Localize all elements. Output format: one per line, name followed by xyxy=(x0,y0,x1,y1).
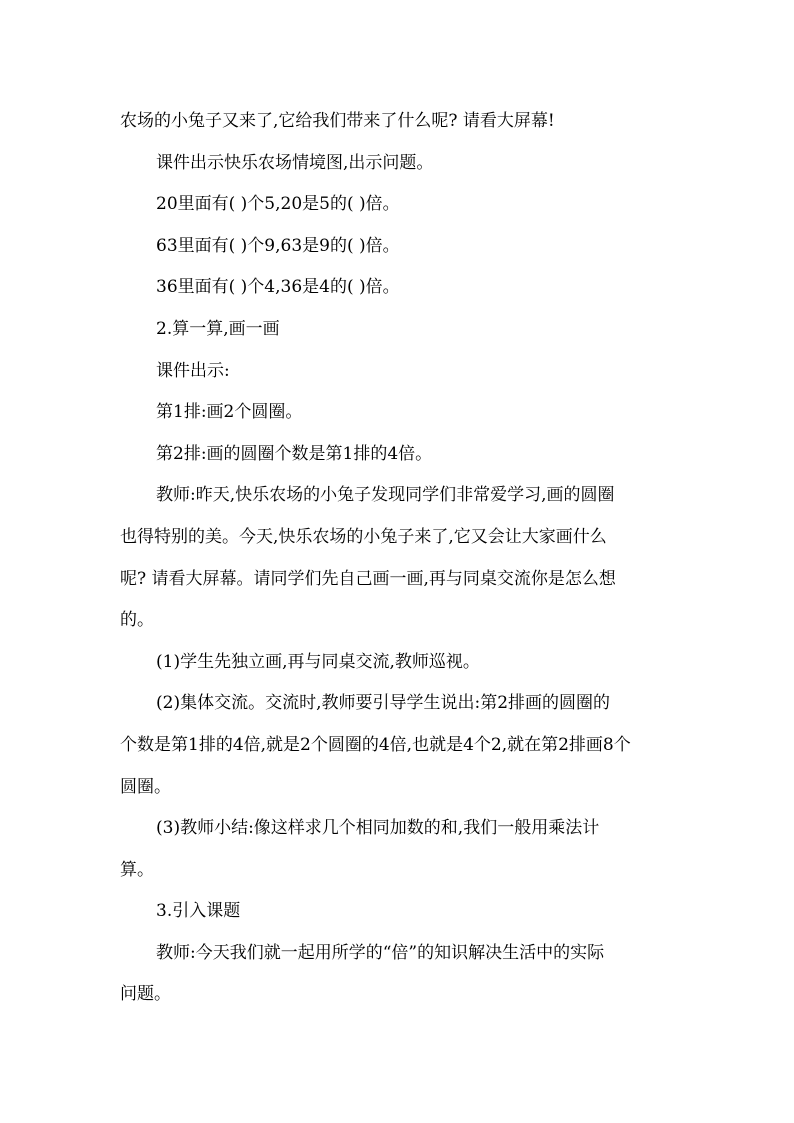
text-line: 算。 xyxy=(120,859,154,880)
text-line: 20里面有( )个5,20是5的( )倍。 xyxy=(156,194,400,215)
text-line: 63里面有( )个9,63是9的( )倍。 xyxy=(156,235,400,256)
document-body xyxy=(120,101,680,1016)
text-line: (3)教师小结:像这样求几个相同加数的和,我们一般用乘法计 xyxy=(156,818,600,839)
text-line: 问题。 xyxy=(120,984,171,1005)
text-line: 圆圈。 xyxy=(120,776,171,797)
text-line: (1)学生先独立画,再与同桌交流,教师巡视。 xyxy=(156,651,480,672)
text-line: 36里面有( )个4,36是4的( )倍。 xyxy=(156,277,400,298)
text-line: 个数是第1排的4倍,就是2个圆圈的4倍,也就是4个2,就在第2排画8个 xyxy=(120,734,631,755)
text-line: 第1排:画2个圆圈。 xyxy=(156,402,303,423)
text-line: 课件出示: xyxy=(156,360,230,381)
text-line: 课件出示快乐农场情境图,出示问题。 xyxy=(156,152,434,173)
text-line: 第2排:画的圆圈个数是第1排的4倍。 xyxy=(156,443,433,464)
text-line: (2)集体交流。交流时,教师要引导学生说出:第2排画的圆圈的 xyxy=(156,693,611,714)
text-line: 农场的小兔子又来了,它给我们带来了什么呢? 请看大屏幕! xyxy=(120,111,555,131)
text-line: 呢? 请看大屏幕。请同学们先自己画一画,再与同桌交流你是怎么想 xyxy=(120,568,616,589)
section-heading: 3.引入课题 xyxy=(156,901,241,922)
section-heading: 2.算一算,画一画 xyxy=(156,318,280,339)
text-line: 也得特别的美。今天,快乐农场的小兔子来了,它又会让大家画什么 xyxy=(120,526,607,547)
text-line: 的。 xyxy=(120,610,154,631)
text-line: 教师:今天我们就一起用所学的“倍”的知识解决生活中的实际 xyxy=(156,942,605,963)
text-line: 教师:昨天,快乐农场的小兔子发现同学们非常爱学习,画的圆圈 xyxy=(156,485,615,506)
